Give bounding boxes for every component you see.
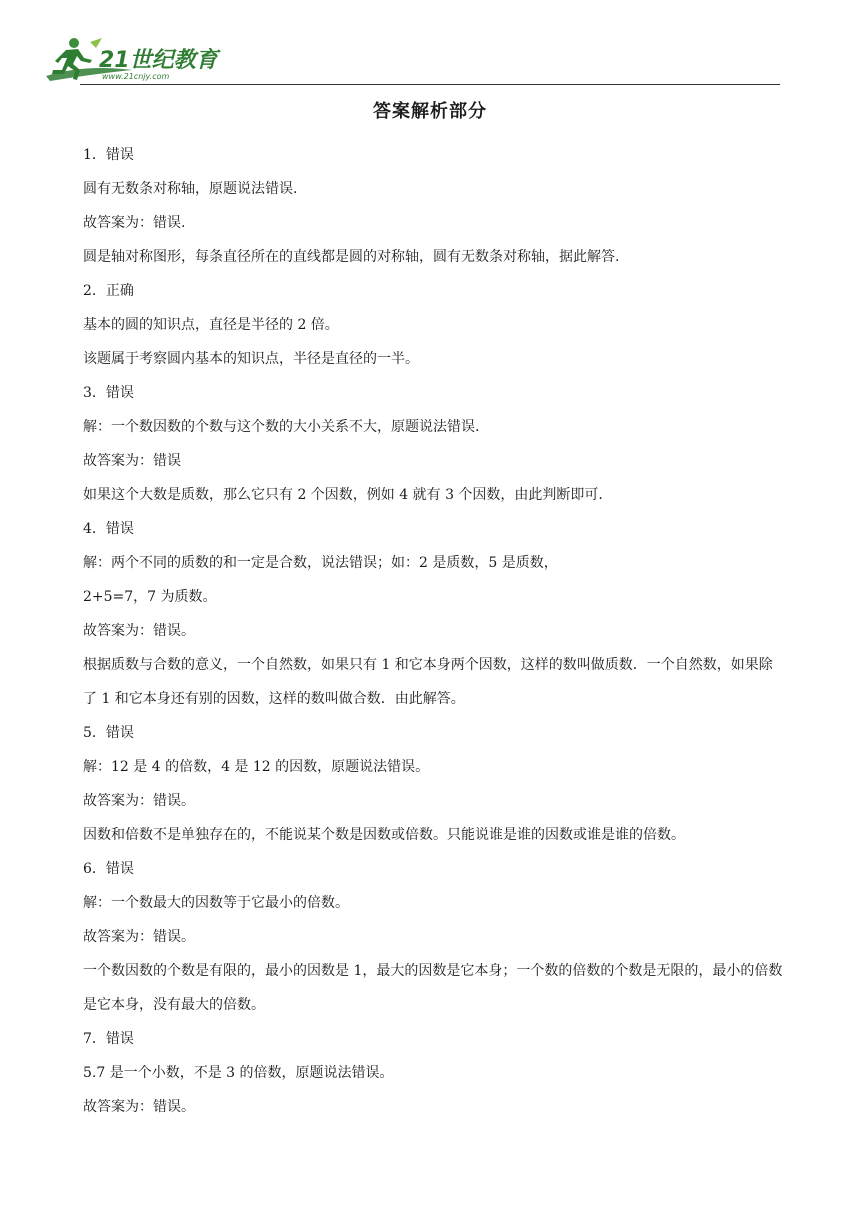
answer-line: 故答案为：错误。 [83,929,195,945]
answer-content [83,138,783,1124]
svg-text:www.21cnjy.com: www.21cnjy.com [102,72,170,81]
page-header [40,30,780,88]
answer-line: 5．错误 [83,725,134,741]
answer-line: 2．正确 [83,283,134,299]
answer-line: 7．错误 [83,1031,134,1047]
answer-line: 6．错误 [83,861,134,877]
answer-line: 该题属于考察圆内基本的知识点，半径是直径的一半。 [83,351,419,367]
answer-line: 一个数因数的个数是有限的，最小的因数是 1，最大的因数是它本身；一个数的倍数的个数是无限的，最小的倍数是它本身，没有最大的倍数。 [83,963,783,1013]
svg-text:21世纪教育: 21世纪教育 [99,48,218,73]
page-title: 答案解析部分 [373,101,487,122]
runner-logo-icon [44,34,224,84]
answer-line: 解：两个不同的质数的和一定是合数，说法错误；如：2 是质数，5 是质数， [83,555,558,571]
header-divider [80,84,780,85]
answer-line: 根据质数与合数的意义，一个自然数，如果只有 1 和它本身两个因数，这样的数叫做质数．一个自然数，如果除了 1 和它本身还有别的因数，这样的数叫做合数．由此解答。 [83,657,773,707]
site-logo [44,34,224,84]
answer-line: 基本的圆的知识点，直径是半径的 2 倍。 [83,317,339,333]
answer-line: 解：一个数最大的因数等于它最小的倍数。 [83,895,349,911]
answer-line: 圆是轴对称图形，每条直径所在的直线都是圆的对称轴，圆有无数条对称轴，据此解答. [83,249,620,265]
answer-line: 故答案为：错误。 [83,1099,195,1115]
answer-line: 圆有无数条对称轴，原题说法错误. [83,181,298,197]
answer-line: 解：一个数因数的个数与这个数的大小关系不大，原题说法错误. [83,419,480,435]
answer-line: 如果这个大数是质数，那么它只有 2 个因数，例如 4 就有 3 个因数，由此判断即可. [83,487,603,503]
answer-line: 故答案为：错误 [83,453,181,469]
answer-line: 故答案为：错误。 [83,793,195,809]
answer-line: 故答案为：错误。 [83,623,195,639]
answer-line: 故答案为：错误. [83,215,186,231]
answer-line: 解：12 是 4 的倍数，4 是 12 的因数，原题说法错误。 [83,759,430,775]
answer-line: 因数和倍数不是单独存在的，不能说某个数是因数或倍数。只能说谁是谁的因数或谁是谁的倍数。 [83,827,685,843]
answer-line: 4．错误 [83,521,134,537]
answer-line: 3．错误 [83,385,134,401]
answer-line: 1．错误 [83,147,134,163]
answer-line: 2+5=7，7 为质数。 [83,589,217,605]
answer-line: 5.7 是一个小数，不是 3 的倍数，原题说法错误。 [83,1065,394,1081]
